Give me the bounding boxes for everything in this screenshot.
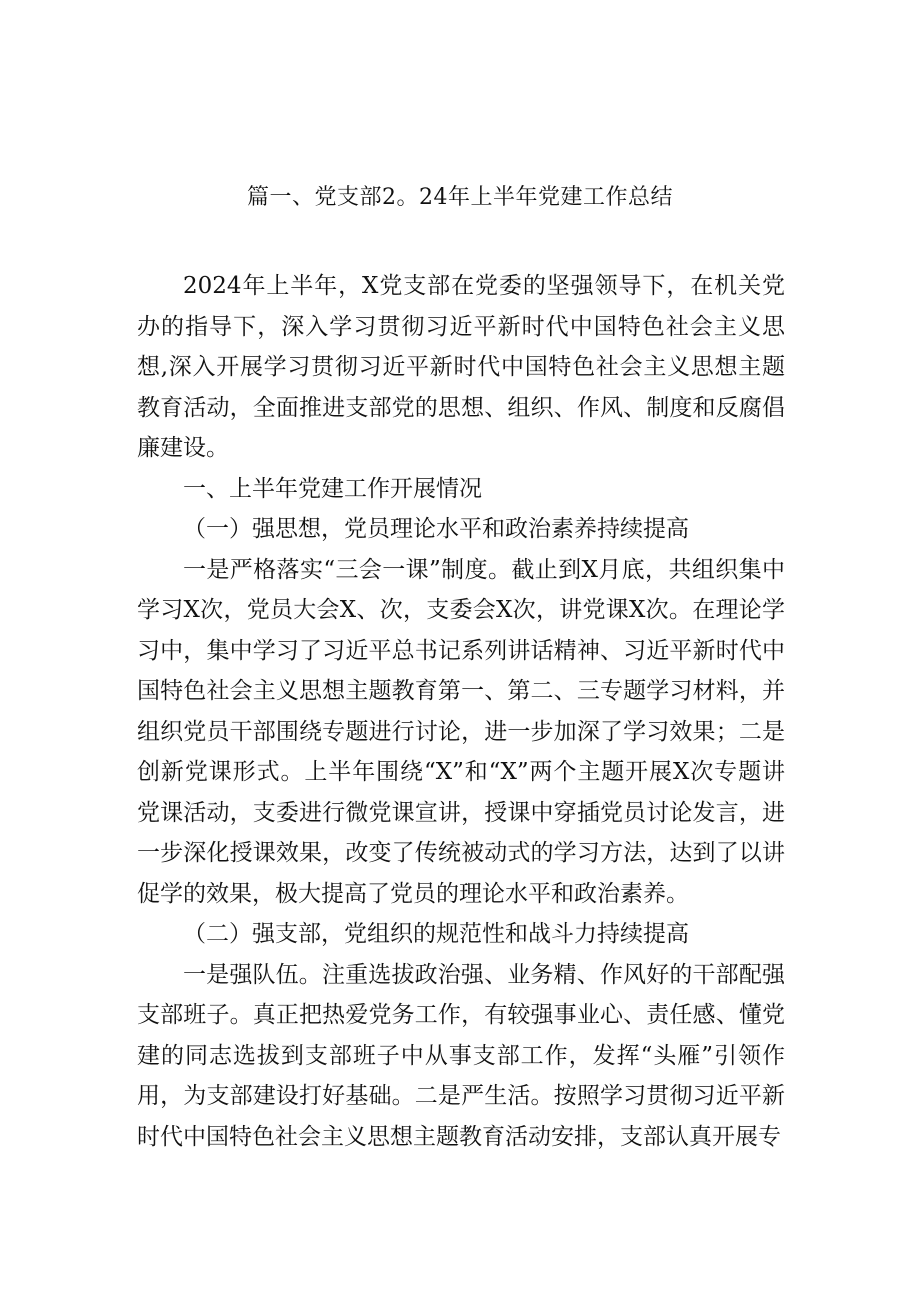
- subsection-heading-2: （二）强支部，党组织的规范性和战斗力持续提高: [183, 921, 689, 947]
- intro-paragraph: 2024年上半年，X党支部在党委的坚强领导下，在机关党办的指导下，深入学习贯彻习近平新时代中国特色社会主义思想,深入开展学习贯彻习近平新时代中国特色社会主义思想主题教育活动，全面推进支部党的思想、组织、作风、制度和反腐倡廉建设。: [137, 273, 785, 461]
- body-paragraph-1: 一是严格落实“三会一课”制度。截止到X月底，共组织集中学习X次，党员大会X、次，支委会X次，讲党课X次。在理论学习中，集中学习了习近平总书记系列讲话精神、习近平新时代中国特色社会主义思想主题教育第一、第二、三专题学习材料，并组织党员干部围绕专题进行讨论，进一步加深了学习效果；二是创新党课形式。上半年围绕“X”和“X”两个主题开展X次专题讲党课活动，支委进行微党课宣讲，授课中穿插党员讨论发言，进一步深化授课效果，改变了传统被动式的学习方法，达到了以讲促学的效果，极大提高了党员的理论水平和政治素养。: [137, 556, 785, 907]
- section-heading: 一、上半年党建工作开展情况: [183, 475, 482, 502]
- body-paragraph-2: 一是强队伍。注重选拔政治强、业务精、作风好的干部配强支部班子。真正把热爱党务工作，有较强事业心、责任感、懂党建的同志选拔到支部班子中从事支部工作，发挥“头雁”引领作用，为支部建设打好基础。二是严生活。按照学习贯彻习近平新时代中国特色社会主义思想主题教育活动安排，支部认真开展专: [137, 961, 785, 1150]
- document-title: 篇一、党支部2。24年上半年党建工作总结: [247, 184, 673, 210]
- subsection-heading-1: （一）强思想，党员理论水平和政治素养持续提高: [183, 516, 689, 542]
- document-body: [137, 266, 785, 1157]
